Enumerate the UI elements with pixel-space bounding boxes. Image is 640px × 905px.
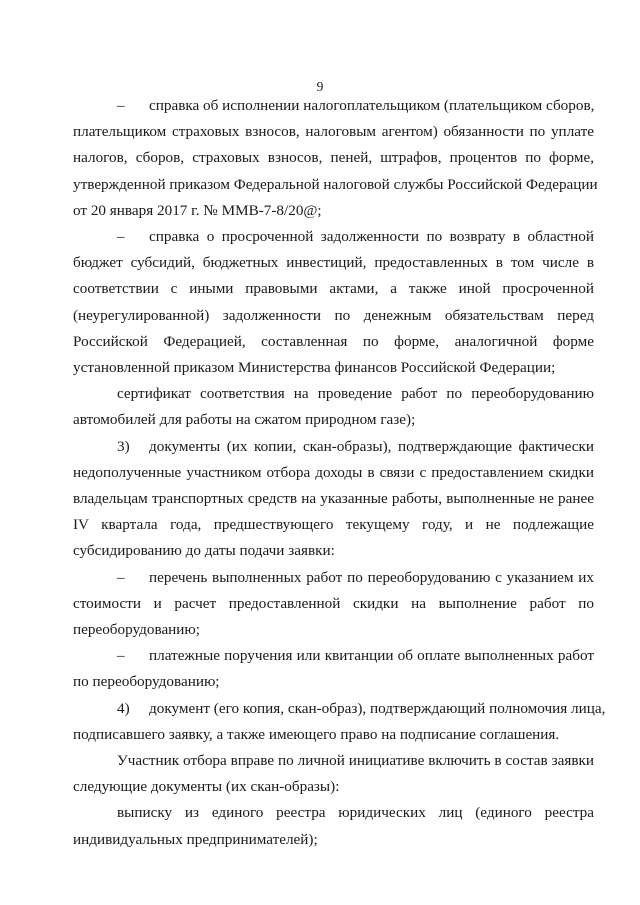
text-line: соответствии с иными правовыми актами, а также иной просроченной [73, 280, 594, 298]
text-line: следующие документы (их скан-образы): [73, 778, 340, 796]
text-line: выписку из единого реестра юридических лиц (единого реестра [117, 804, 594, 822]
list-dash: – [117, 228, 125, 245]
text-line: установленной приказом Министерства финансов Российской Федерации; [73, 359, 556, 376]
line-text: справка об исполнении налогоплательщиком (плательщиком сборов, [149, 97, 595, 114]
line-text: перечень выполненных работ по переоборудованию с указанием их [149, 568, 594, 586]
text-line: (неурегулированной) задолженности по денежным обязательствам перед [73, 306, 594, 324]
text-line: подписавшего заявку, а также имеющего право на подписание соглашения. [73, 725, 560, 743]
text-line: автомобилей для работы на сжатом природном газе); [73, 411, 416, 429]
line-text: документ (его копия, скан-образ), подтверждающий полномочия лица, [149, 699, 606, 717]
text-line: переоборудованию; [73, 621, 201, 638]
text-line: по переоборудованию; [73, 673, 220, 691]
text-line: от 20 января 2017 г. № ММВ-7-8/20@; [73, 201, 322, 219]
text-line: плательщиком страховых взносов, налоговым агентом) обязанности по уплате [73, 123, 594, 141]
text-line: владельцам транспортных средств на указанные работы, выполненные не ранее [73, 490, 594, 507]
text-line [73, 227, 594, 247]
text-line: Участник отбора вправе по личной инициативе включить в состав заявки [117, 752, 594, 769]
text-line: индивидуальных предпринимателей); [73, 830, 318, 848]
text-line [73, 568, 594, 588]
text-line: Российской Федерацией, составленная по форме, аналогичной форме [73, 332, 594, 350]
text-line: IV квартала года, предшествующего текущему году, и не подлежащие [73, 516, 594, 534]
line-text: платежные поручения или квитанции об оплате выполненных работ [149, 647, 594, 665]
text-line [73, 646, 594, 666]
list-dash: – [117, 647, 125, 665]
text-line: недополученные участником отбора доходы в связи с предоставлением скидки [73, 463, 594, 481]
text-line: утвержденной приказом Федеральной налоговой службы Российской Федерации [73, 175, 598, 193]
text-line: стоимости и расчет предоставленной скидки на выполнение работ по [73, 594, 594, 612]
list-dash: – [117, 97, 125, 114]
page-number: 9 [316, 79, 324, 94]
text-line [73, 699, 606, 719]
text-line: налогов, сборов, страховых взносов, пеней, штрафов, процентов по форме, [73, 149, 594, 167]
text-line: сертификат соответствия на проведение работ по переоборудованию [117, 385, 594, 403]
text-line [73, 96, 594, 116]
list-dash: – [117, 568, 125, 586]
text-line: бюджет субсидий, бюджетных инвестиций, предоставленных в том числе в [73, 254, 594, 272]
line-text: документы (их копии, скан-образы), подтверждающие фактически [149, 437, 594, 455]
list-number: 3) [117, 437, 130, 455]
list-number: 4) [117, 699, 130, 717]
line-text: справка о просроченной задолженности по возврату в областной [149, 228, 594, 245]
text-line: субсидированию до даты подачи заявки: [73, 542, 335, 560]
text-line [73, 437, 594, 457]
